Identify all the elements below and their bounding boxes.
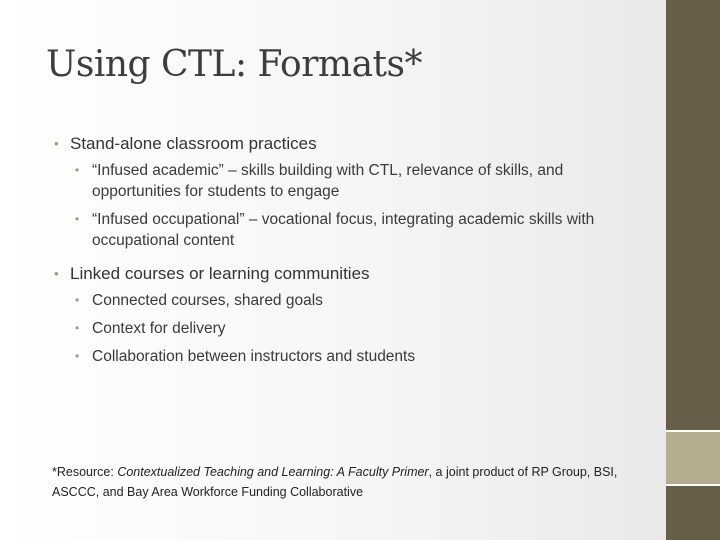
- bullet-icon: •: [54, 266, 59, 281]
- footnote-title: Contextualized Teaching and Learning: A Faculty Primer: [117, 465, 429, 479]
- bullet-text: Linked courses or learning communities: [70, 264, 370, 283]
- bullet-icon: •: [75, 293, 80, 307]
- sub-bullet-item: [70, 318, 644, 339]
- resource-footnote: [52, 462, 632, 502]
- bullet-list: [54, 132, 644, 367]
- sub-bullet-item: [70, 346, 644, 367]
- sub-bullet-text: Connected courses, shared goals: [92, 292, 323, 309]
- sidebar-band-bottom: [666, 486, 720, 540]
- sub-bullet-item: [70, 160, 644, 202]
- sub-bullet-text: “Infused academic” – skills building with CTL, relevance of skills, and opportunities for students to engage: [92, 162, 564, 200]
- footnote-suffix: , a joint product of RP Group, BSI, ASCCC, and Bay Area Workforce Funding Collaborative: [52, 465, 618, 499]
- sub-bullet-text: Context for delivery: [92, 320, 226, 337]
- bullet-item: [54, 132, 644, 251]
- bullet-item: [54, 262, 644, 367]
- sidebar-band-top: [666, 0, 720, 430]
- bullet-text: Stand-alone classroom practices: [70, 134, 317, 153]
- sub-bullet-text: “Infused occupational” – vocational focus, integrating academic skills with occupational content: [92, 211, 595, 249]
- sub-bullet-text: Collaboration between instructors and students: [92, 348, 416, 365]
- slide-title: Using CTL: Formats*: [46, 44, 422, 85]
- footnote-prefix: *Resource:: [52, 465, 118, 479]
- bullet-icon: •: [54, 136, 59, 151]
- sidebar-band-accent: [666, 432, 720, 484]
- bullet-icon: •: [75, 349, 80, 363]
- bullet-icon: •: [75, 321, 80, 335]
- bullet-icon: •: [75, 212, 80, 226]
- sub-bullet-item: [70, 209, 644, 251]
- bullet-icon: •: [75, 163, 80, 177]
- sub-bullet-item: [70, 290, 644, 311]
